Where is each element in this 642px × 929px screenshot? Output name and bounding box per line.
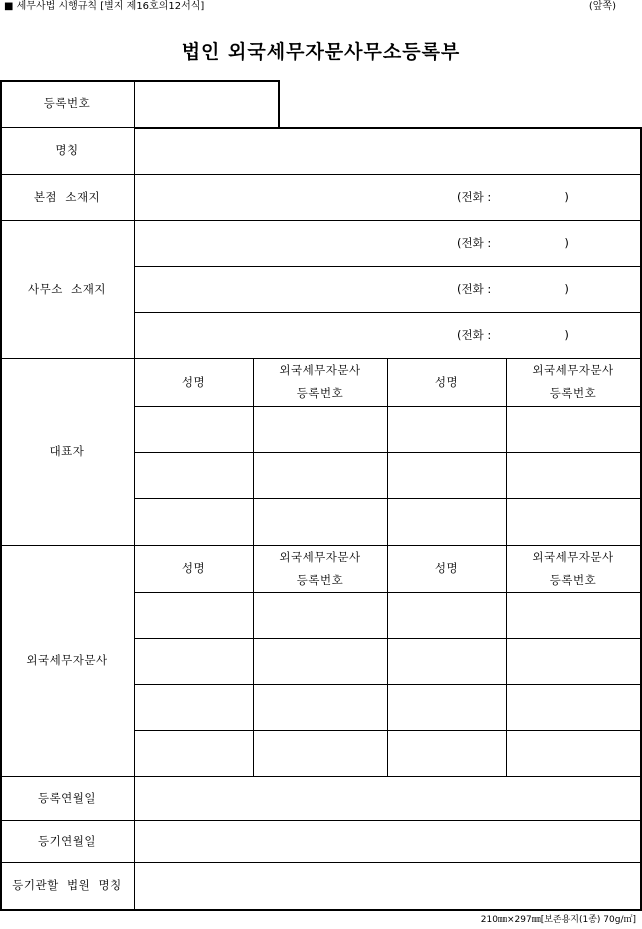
label-foreign-advisor: 외국세무자문사 xyxy=(26,653,108,667)
rep-col-name: 성명 xyxy=(181,374,206,389)
label-corp-registration-date: 등기연월일 xyxy=(37,833,97,848)
label-registration-no: 등록번호 xyxy=(43,96,91,110)
office-inner-rule xyxy=(134,312,641,313)
head-office-phone: (전화 : ) xyxy=(457,190,569,204)
reg-no-box-edge xyxy=(278,80,280,129)
label-name: 명칭 xyxy=(55,143,79,157)
advisor-col-reg-no: 외국세무자문사 등록번호 xyxy=(279,549,361,587)
office-inner-rule xyxy=(134,266,641,267)
label-registration-date: 등록연월일 xyxy=(37,790,97,805)
label-registry-court: 등기관할 법원 명칭 xyxy=(12,878,122,892)
label-representative: 대표자 xyxy=(49,444,85,458)
paper-spec-footer: 210㎜×297㎜[보존용지(1종) 70g/㎡] xyxy=(480,915,636,925)
page-title: 법인 외국세무자문사무소등록부 xyxy=(181,41,461,63)
office-phone: (전화 : ) xyxy=(457,282,569,296)
advisor-col-name: 성명 xyxy=(181,561,206,575)
rep-col-name: 성명 xyxy=(434,374,459,389)
rep-col-reg-no: 외국세무자문사 등록번호 xyxy=(279,363,361,400)
label-office-location: 사무소 소재지 xyxy=(28,281,106,296)
office-phone: (전화 : ) xyxy=(457,236,569,250)
label-head-office: 본점 소재지 xyxy=(33,189,101,204)
reg-no-bottom-rule xyxy=(134,127,641,129)
advisor-col-reg-no: 외국세무자문사 등록번호 xyxy=(532,549,614,587)
advisor-col-name: 성명 xyxy=(434,561,459,575)
office-phone: (전화 : ) xyxy=(457,328,569,342)
form-legal-basis: ■ 세무사법 시행규칙 [별지 제16호의12서식] xyxy=(4,1,205,12)
label-column-divider xyxy=(134,80,135,911)
page-side-label: (앞쪽) xyxy=(588,1,616,12)
rep-col-reg-no: 외국세무자문사 등록번호 xyxy=(532,363,614,400)
bottom-border xyxy=(0,909,641,911)
